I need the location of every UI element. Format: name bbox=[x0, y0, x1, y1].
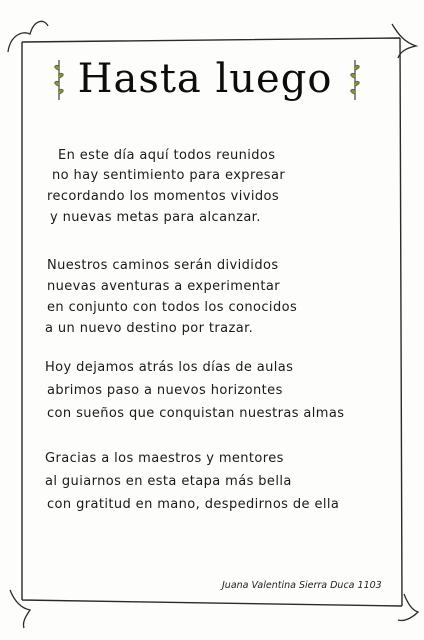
signature: Juana Valentina Sierra Duca 1103 bbox=[222, 580, 382, 591]
stanza-line: recordando los momentos vividos bbox=[47, 189, 280, 204]
stanza-line: abrimos paso a nuevos horizontes bbox=[47, 383, 283, 398]
stanza-line: con gratitud en mano, despedirnos de ella bbox=[47, 497, 340, 512]
stanza-line: nuevas aventuras a experimentar bbox=[47, 279, 280, 294]
stanza-line: no hay sentimiento para expresar bbox=[52, 168, 286, 183]
stanza-line: En este día aquí todos reunidos bbox=[58, 148, 276, 163]
title-area bbox=[40, 50, 370, 108]
stanza-line: Gracias a los maestros y mentores bbox=[45, 451, 284, 466]
stanza-line: Nuestros caminos serán divididos bbox=[47, 258, 279, 273]
stanza-line: con sueños que conquistan nuestras almas bbox=[47, 406, 345, 421]
left-sprig-icon bbox=[52, 58, 66, 102]
right-sprig-icon bbox=[348, 58, 362, 102]
stanza-line: y nuevas metas para alcanzar. bbox=[50, 210, 261, 225]
stanza-line: al guiarnos en esta etapa más bella bbox=[45, 474, 292, 489]
stanza-line: Hoy dejamos atrás los días de aulas bbox=[45, 360, 294, 375]
stanza-line: a un nuevo destino por trazar. bbox=[45, 321, 254, 336]
page-title: Hasta luego bbox=[77, 56, 333, 102]
stanza-line: en conjunto con todos los conocidos bbox=[47, 300, 298, 315]
